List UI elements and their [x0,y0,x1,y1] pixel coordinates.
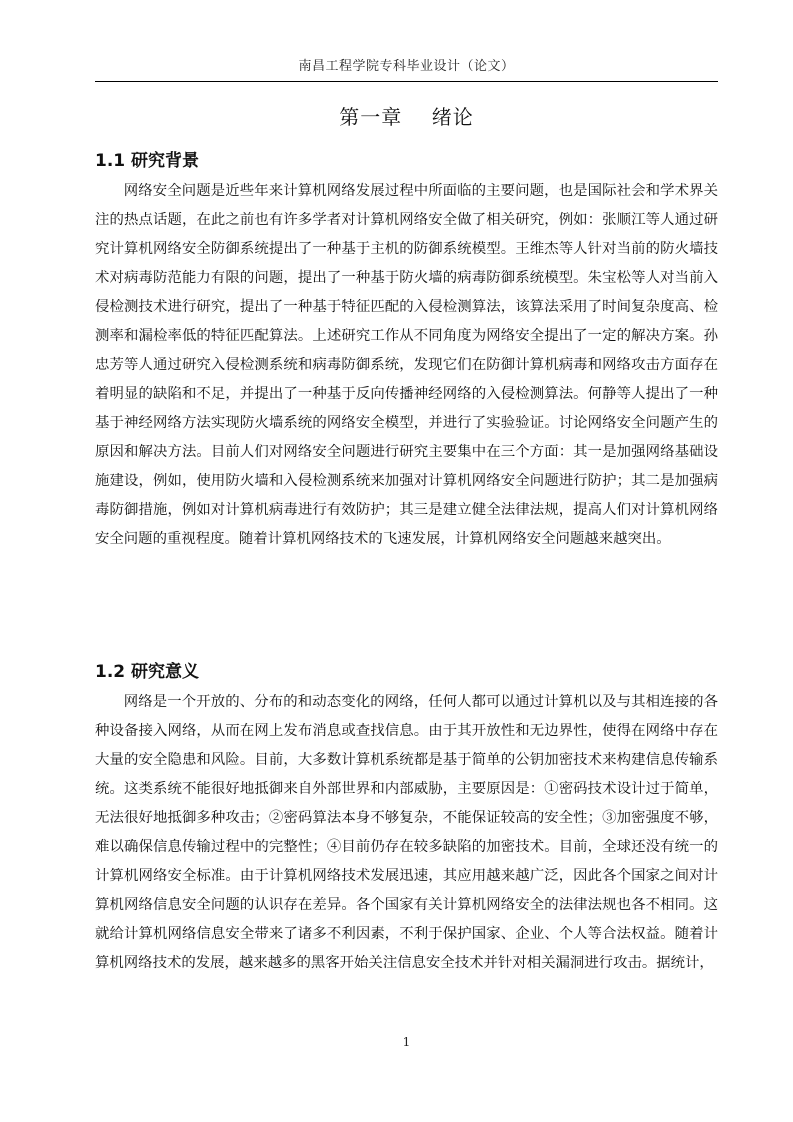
chapter-title: 第一章 绪论 [339,105,474,129]
page-number: 1 [402,1035,411,1049]
section-heading-background: 1.1 研究背景 [95,151,200,171]
page-header: 南昌工程学院专科毕业设计（论文） [298,59,515,74]
body-paragraph-significance: 网络是一个开放的、分布的和动态变化的网络，任何人都可以通过计算机以及与其相连接的各种设备接入网络，从而在网上发布消息或查找信息。由于其开放性和无边界性，使得在网络中存在大量的安全隐患和风险。目前，大多数计算机系统都是基于简单的公钥加密技术来构建信息传输系统。这类系统不能很好地抵御来自外部世界和内部威胁，主要原因是：①密码技术设计过于简单，无法很好地抵御多种攻击；②密码算法本身不够复杂，不能保证较高的安全性；③加密强度不够，难以确保信息传输过程中的完整性；④目前仍存在较多缺陷的加密技术。目前，全球还没有统一的计算机网络安全标准。由于计算机网络技术发展迅速，其应用越来越广泛，因此各个国家之间对计算机网络信息安全问题的认识存在差异。各个国家有关计算机网络安全的法律法规也各不相同。这就给计算机网络信息安全带来了诸多不利因素，不利于保护国家、企业、个人等合法权益。随着计算机网络技术的发展，越来越多的黑客开始关注信息安全技术并针对相关漏洞进行攻击。据统计， [95,694,718,971]
header-divider [95,81,718,82]
section-heading-significance: 1.2 研究意义 [95,662,200,682]
body-paragraph-background: 网络安全问题是近些年来计算机网络发展过程中所面临的主要问题，也是国际社会和学术界关注的热点话题，在此之前也有许多学者对计算机网络安全做了相关研究，例如：张顺江等人通过研究计算机网络安全防御系统提出了一种基于主机的防御系统模型。王维杰等人针对当前的防火墙技术对病毒防范能力有限的问题，提出了一种基于防火墙的病毒防御系统模型。朱宝松等人对当前入侵检测技术进行研究，提出了一种基于特征匹配的入侵检测算法，该算法采用了时间复杂度高、检测率和漏检率低的特征匹配算法。上述研究工作从不同角度为网络安全提出了一定的解决方案。孙忠芳等人通过研究入侵检测系统和病毒防御系统，发现它们在防御计算机病毒和网络攻击方面存在着明显的缺陷和不足，并提出了一种基于反向传播神经网络的入侵检测算法。何静等人提出了一种基于神经网络方法实现防火墙系统的网络安全模型，并进行了实验验证。讨论网络安全问题产生的原因和解决方法。目前人们对网络安全问题进行研究主要集中在三个方面：其一是加强网络基础设施建设，例如，使用防火墙和入侵检测系统来加强对计算机网络安全问题进行防护；其二是加强病毒防御措施，例如对计算机病毒进行有效防护；其三是建立健全法律法规，提高人们对计算机网络安全问题的重视程度。随着计算机网络技术的飞速发展，计算机网络安全问题越来越突出。 [95,183,718,547]
